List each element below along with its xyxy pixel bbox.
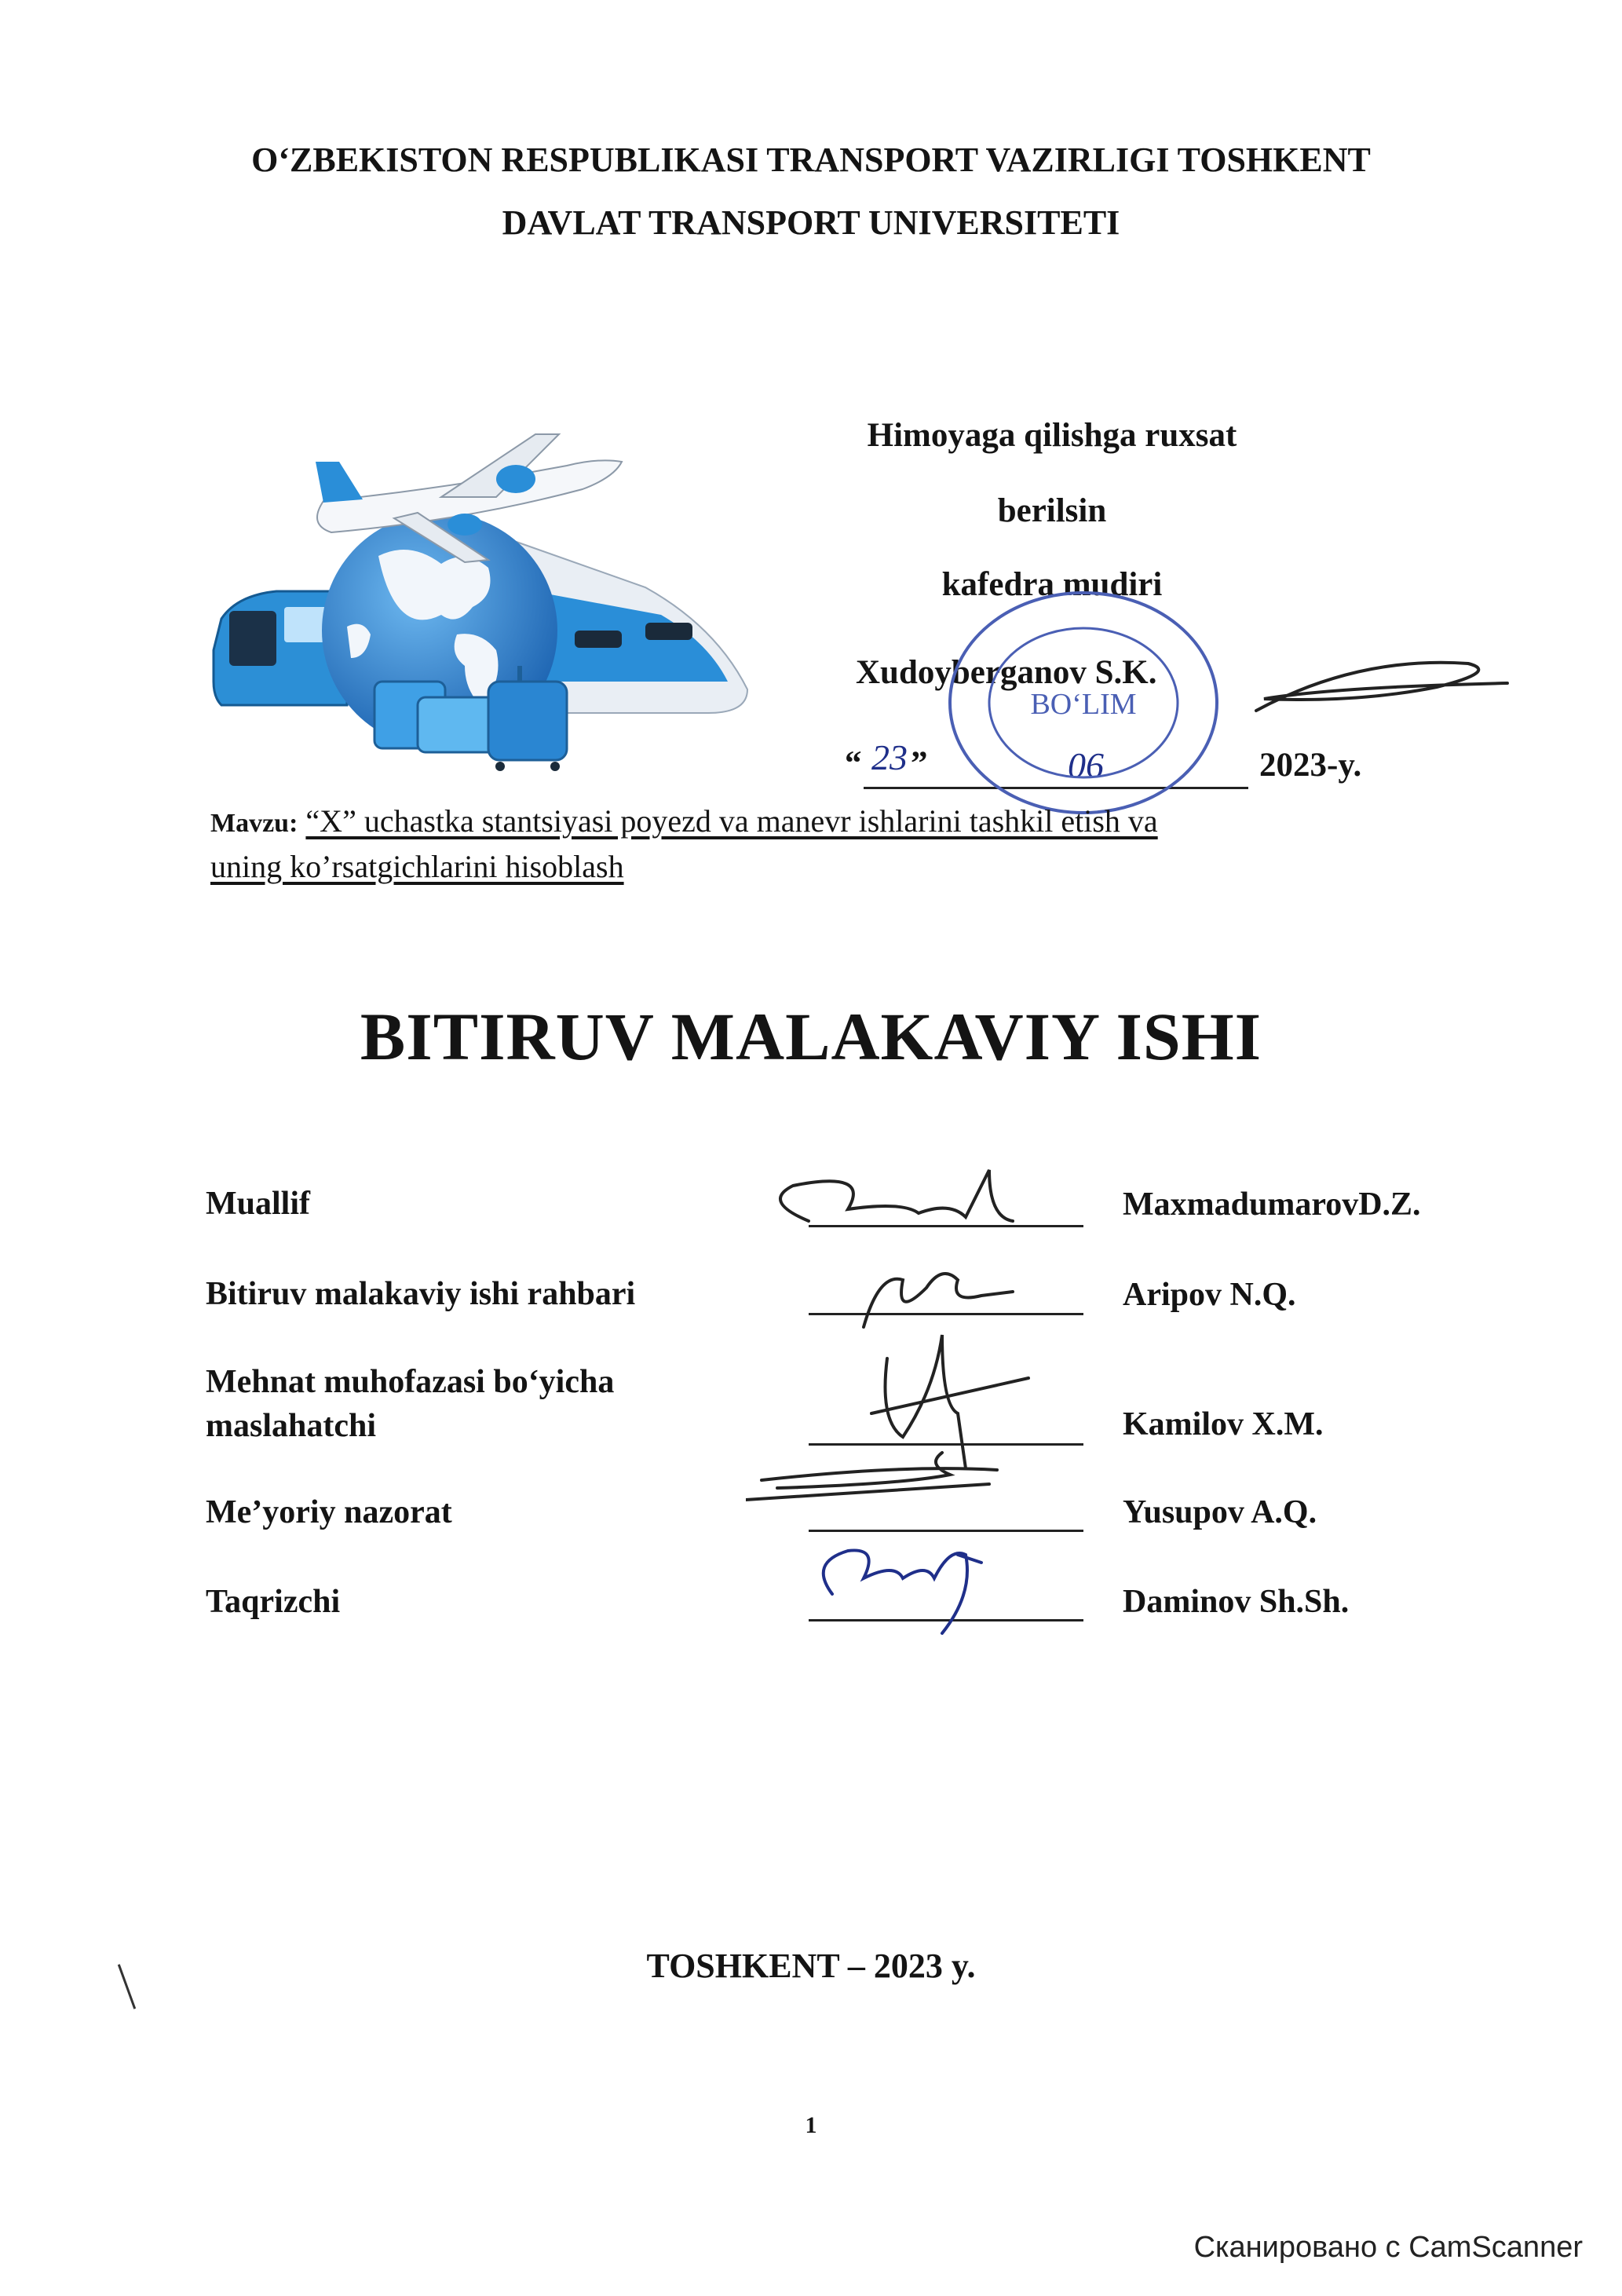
role-normative-control: Me’yoriy nazorat bbox=[206, 1494, 452, 1530]
signature-safety-consultant bbox=[871, 1335, 1028, 1468]
transport-illustration bbox=[206, 430, 755, 784]
department-stamp bbox=[942, 585, 1225, 821]
page-number: 1 bbox=[805, 2112, 817, 2138]
topic-label: Mavzu bbox=[210, 809, 290, 838]
signature-author bbox=[780, 1170, 1013, 1221]
name-supervisor: Aripov N.Q. bbox=[1123, 1277, 1296, 1313]
signature-supervisor bbox=[864, 1274, 1013, 1327]
document-title: BITIRUV MALAKAVIY ISHI bbox=[360, 999, 1262, 1074]
topic-text-line1: “X” uchastka stantsiyasi poyezd va manevr ishlarini tashkil etish va bbox=[305, 803, 1158, 839]
name-author: MaxmadumarovD.Z. bbox=[1123, 1186, 1421, 1223]
name-normative-control: Yusupov A.Q. bbox=[1123, 1494, 1317, 1530]
university-name-line1: O‘ZBEKISTON RESPUBLIKASI TRANSPORT VAZIRLIGI TOSHKENT bbox=[251, 141, 1371, 179]
topic-text-line2: uning ko’rsatgichlarini hisoblash bbox=[210, 849, 624, 884]
camscanner-watermark: Сканировано с CamScanner bbox=[1193, 2231, 1583, 2264]
date-day: 23 bbox=[871, 737, 908, 777]
topic-line2 bbox=[210, 848, 624, 885]
city-year: TOSHKENT – 2023 y. bbox=[646, 1947, 976, 1985]
date-year: 2023-y. bbox=[1259, 747, 1362, 784]
stamp-center-text: BO‘LIM bbox=[1030, 688, 1137, 721]
name-reviewer: Daminov Sh.Sh. bbox=[1123, 1584, 1350, 1620]
department-head-name: Xudoyberganov S.K. bbox=[856, 654, 1157, 691]
signature-reviewer bbox=[824, 1550, 981, 1633]
approval-line2: berilsin bbox=[997, 492, 1107, 529]
role-supervisor: Bitiruv malakaviy ishi rahbari bbox=[206, 1276, 636, 1312]
name-safety-consultant: Kamilov X.M. bbox=[1123, 1406, 1324, 1442]
signatures-overlay bbox=[746, 1154, 1099, 1657]
date-month: 06 bbox=[1068, 745, 1104, 785]
university-name-line2: DAVLAT TRANSPORT UNIVERSITETI bbox=[502, 203, 1120, 242]
date-close-quote: ” bbox=[911, 745, 928, 782]
approval-line1: Himoyaga qilishga ruxsat bbox=[867, 417, 1237, 454]
approval-line3: kafedra mudiri bbox=[941, 566, 1163, 603]
head-signature bbox=[1240, 640, 1539, 734]
role-safety-consultant: Mehnat muhofazasi bo‘yicha maslahatchi bbox=[206, 1364, 615, 1444]
topic-line1: Mavzu: “X” uchastka stantsiyasi poyezd va manevr ishlarini tashkil etish va bbox=[210, 803, 1158, 839]
date-open-quote: “ bbox=[845, 745, 862, 782]
signature-normative-control bbox=[746, 1453, 997, 1500]
role-reviewer: Taqrizchi bbox=[206, 1584, 341, 1620]
role-author: Muallif bbox=[206, 1186, 310, 1222]
